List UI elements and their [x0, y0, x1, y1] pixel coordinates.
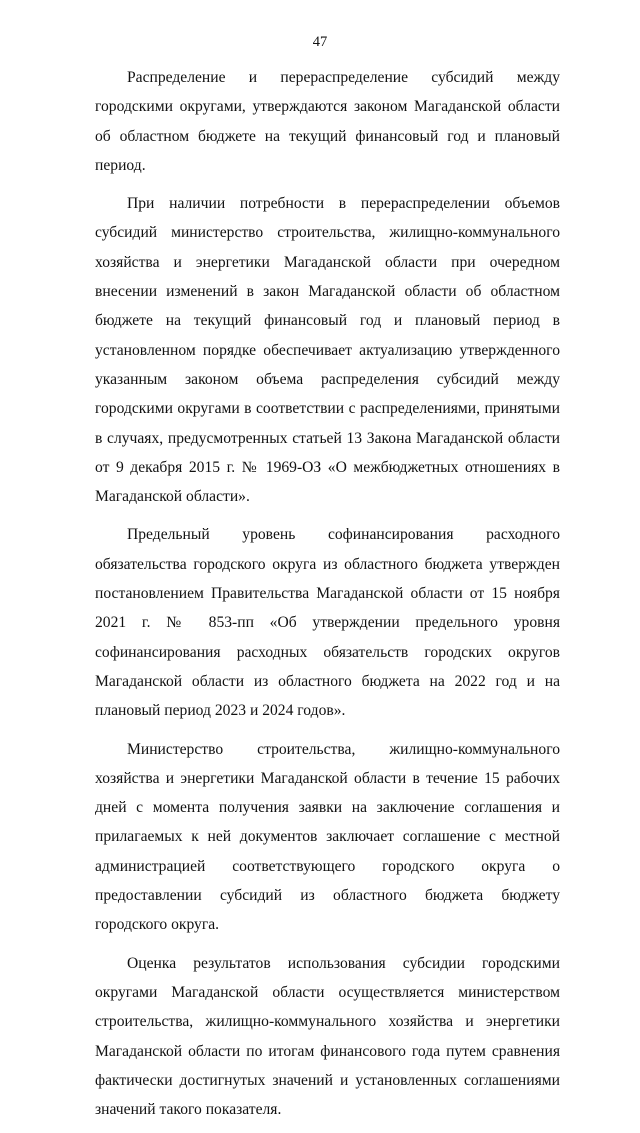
paragraph-redistribution-need: При наличии потребности в перераспределении объемов субсидий министерство строительства, жилищно-коммунального хозяйства и энергетики Магаданской области при очередном внесении изменений в закон Магаданской области об областном бюджете на текущий финансовый год и плановый период в установленном порядке обеспечивает актуализацию утвержденного указанным законом объема распределения субсидий между городскими округами в соответствии с распределениями, принятыми в случаях, предусмотренных статьей 13 Закона Магаданской области от 9 декабря 2015 г. № 1969-ОЗ «О межбюджетных отношениях в Магаданской области».	[95, 195, 560, 506]
page-number: 47	[312, 34, 328, 50]
paragraph-results-assessment: Оценка результатов использования субсидии городскими округами Магаданской области осуществляется министерством строительства, жилищно-коммунального хозяйства и энергетики Магаданской области по итогам финансового года путем сравнения фактически достигнутых значений и установленных соглашениями значений такого показателя.	[95, 954, 560, 1119]
document-body	[95, 63, 560, 1133]
paragraph-agreement-conclusion: Министерство строительства, жилищно-коммунального хозяйства и энергетики Магаданской области в течение 15 рабочих дней с момента получения заявки на заключение соглашения и прилагаемых к ней документов заключает соглашение с местной администрацией соответствующего городского округа о предоставлении субсидий из областного бюджета бюджету городского округа.	[95, 740, 560, 934]
paragraph-subsidy-distribution: Распределение и перераспределение субсидий между городскими округами, утверждаются законом Магаданской области об областном бюджете на текущий финансовый год и плановый период.	[95, 69, 560, 174]
paragraph-cofinancing-level: Предельный уровень софинансирования расходного обязательства городского округа из областного бюджета утвержден постановлением Правительства Магаданской области от 15 ноября 2021 г. № 853-пп «Об утверждении предельного уровня софинансирования расходных обязательств городских округов Магаданской области из областного бюджета на 2022 год и на плановый период 2023 и 2024 годов».	[95, 526, 560, 720]
